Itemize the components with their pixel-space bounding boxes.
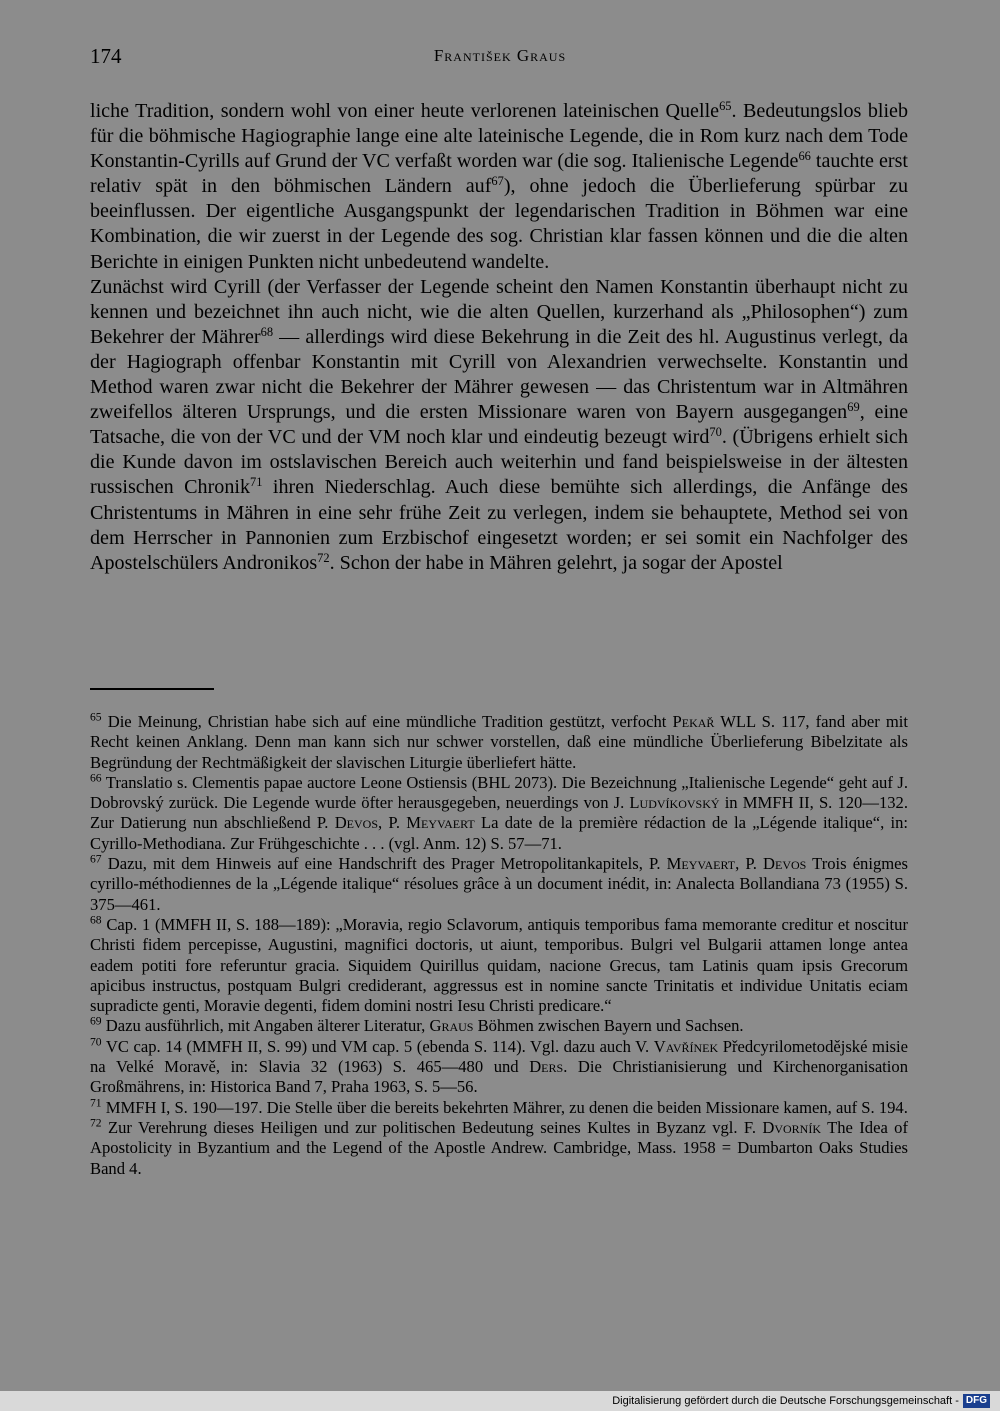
text-run: ihren Niederschlag. Auch diese bemühte sich allerdings, die Anfänge des Christentums in Mähren in eine sehr frühe Zeit zu verlegen, indem sie behauptete, Method sei von dem Herrscher in Pannonien zum Erzbischof eingesetzt worden; er sei somit ein Nachfolger des Apostelschülers Andronikos	[90, 476, 908, 574]
author-name: Meyvaert	[666, 854, 736, 874]
text-run: Translatio s. Clementis papae auctore Leone Ostiensis (BHL 2073). Die Bezeichnung „Italienische Legende“ geht auf J. Dobrovský zurück. Die Legende wurde öfter herausgegeben, neuerdings von J.	[90, 772, 908, 813]
footnote-marker: 70	[90, 1035, 102, 1049]
author-name: Dvorník	[762, 1117, 822, 1137]
text-run: , P.	[378, 813, 407, 833]
text-run: WLL S. 117, fand aber mit Recht keinen Anklang. Denn man kann sich nur schwer vorstellen, daß eine mündliche Überlieferung Bibelzitate als Begründung der Rechtmäßigkeit der slavischen Liturgie überliefert hätte.	[90, 712, 909, 772]
footnote-marker: 66	[798, 149, 811, 164]
footnote-marker: 67	[491, 174, 504, 189]
author-name: Devos	[763, 854, 807, 874]
footnote-marker: 71	[250, 475, 263, 490]
footnote-67	[90, 854, 908, 915]
author-name: Meyvaert	[406, 813, 475, 833]
running-head	[90, 44, 910, 74]
author-name: Vavřínek	[653, 1036, 719, 1056]
digitization-credit	[612, 1393, 990, 1409]
text-run: Böhmen zwischen Bayern und Sachsen.	[473, 1016, 744, 1036]
footnote-65	[90, 712, 908, 773]
text-run: La date de la première rédaction de la „Légende italique“, in: Cyrillo-Methodiana. Zur Frühgeschichte . . . (vgl. Anm. 12) S. 57—71.	[90, 813, 909, 853]
text-run: MMFH I, S. 190—197. Die Stelle über die bereits bekehrten Mährer, zu denen die beiden Missionare kamen, auf S. 194.	[101, 1097, 908, 1117]
text-run: — allerdings wird diese Bekehrung in die Zeit des hl. Augustinus verlegt, da der Hagiograph offenbar Konstantin mit Cyrill von Alexandrien verwechselte. Konstantin und Method waren zwar nicht die Bekehrer der Mährer gewesen — das Christentum war in Altmähren zweifellos älteren Ursprungs, und die ersten Missionare waren von Bayern ausgegangen	[90, 325, 908, 424]
text-run: VC cap. 14 (MMFH II, S. 99) und VM cap. 5 (ebenda S. 114). Vgl. dazu auch V.	[101, 1036, 654, 1056]
text-run: Zur Verehrung dieses Heiligen und zur politischen Bedeutung seines Kultes in Byzanz vgl. F.	[101, 1117, 763, 1137]
author-name: Ludvíkovský	[629, 793, 720, 813]
text-run: liche Tradition, sondern wohl von einer heute verlorenen lateinischen Quelle	[90, 100, 720, 122]
paragraph-2	[90, 275, 908, 576]
text-run: Cap. 1 (MMFH II, S. 188—189): „Moravia, regio Sclavorum, antiquis temporibus fama memorante creditur et noscitur Christi fidem percepisse, Augustini, magnifici doctoris, ut aiunt, temporibus. Bulgri vel Bulgarii attamen longe antea eadem potiti fore referuntur gracia. Siquidem Quirillus quidam, nacione Grecus, tam Latinis quam ipsis Grecorum apicibus instructus, postquam Bulgri crediderant, aggressus est in nomine sancte Trinitatis et individue Unitatis eciam supradicte genti, Moravie degenti, fidem domini nostri Iesu Christi predicare.“	[90, 914, 908, 1016]
text-run: Zunächst wird Cyrill (der Verfasser der Legende scheint den Namen Konstantin überhaupt nicht zu kennen und bezeichnet ihn auch nicht, wie die alten Quellen, kurzerhand als „Philosophen“) zum Bekehrer der Mährer	[90, 275, 908, 348]
author-name: Devos	[334, 813, 379, 833]
footnote-marker: 68	[90, 913, 102, 927]
footnote-marker: 67	[90, 852, 102, 866]
text-run: tauchte erst relativ spät in den böhmischen Ländern auf	[90, 150, 908, 198]
text-run: Die Meinung, Christian habe sich auf eine mündliche Tradition gestützt, verfocht	[101, 712, 673, 731]
footnote-marker: 68	[260, 325, 274, 339]
text-run: Dazu, mit dem Hinweis auf eine Handschrift des Prager Metropolitankapitels, P.	[101, 854, 667, 874]
text-run: , eine Tatsache, die von der VC und der VM noch klar und eindeutig bezeugt wird	[90, 401, 909, 449]
footnote-72	[90, 1118, 908, 1179]
footnote-rule	[90, 688, 214, 690]
running-head-author: František Graus	[433, 46, 567, 65]
footnote-marker: 72	[317, 550, 330, 565]
footnote-marker: 65	[90, 710, 102, 724]
footnote-71	[90, 1098, 908, 1118]
text-run: . (Übrigens erhielt sich die Kunde davon im ostslavischen Bereich auch weiterhin und fand beispielsweise in der ältesten russischen Chronik	[90, 426, 909, 499]
text-run: Předcyrilometodějské misie na Velké Moravě, in: Slavia 32 (1963) S. 465—480 und	[90, 1036, 908, 1077]
dfg-logo: DFG	[963, 1394, 990, 1408]
footnote-marker: 66	[90, 771, 102, 785]
text-run: in MMFH II, S. 120—132. Zur Datierung nun abschließend P.	[90, 793, 908, 833]
text-run: . Schon der habe in Mähren gelehrt, ja sogar der Apostel	[329, 551, 783, 574]
footnotes	[90, 712, 908, 1179]
text-run: . Bedeutungslos blieb für die böhmische Hagiographie lange eine alte lateinische Legende, die in Rom kurz nach dem Tode Konstantin-Cyrills auf Grund der VC verfaßt worden war (die sog. Italienische Legende	[90, 100, 908, 173]
footnote-68	[90, 915, 908, 1016]
text-run: The Idea of Apostolicity in Byzantium and the Legend of the Apostle Andrew. Cambridge, Mass. 1958 = Dumbarton Oaks Studies Band 4.	[90, 1117, 908, 1178]
footnote-66	[90, 773, 908, 854]
text-run: , P.	[735, 854, 763, 874]
footnote-70	[90, 1037, 908, 1098]
credit-text: Digitalisierung gefördert durch die Deutsche Forschungsgemeinschaft -	[612, 1395, 959, 1407]
body-text	[90, 99, 908, 576]
page-number: 174	[90, 44, 122, 68]
footnote-marker: 70	[709, 425, 722, 440]
paragraph-1	[90, 99, 908, 275]
footnote-69	[90, 1016, 908, 1036]
footnote-marker: 65	[719, 99, 732, 114]
text-run: Die Christianisierung und Kirchenorganisation Großmährens, in: Historica Band 7, Praha 1963, S. 5—56.	[90, 1057, 908, 1097]
author-name: Ders.	[529, 1057, 568, 1077]
text-run: Trois énigmes cyrillo-méthodiennes de la „Légende italique“ résolues grâce à un document inédit, in: Analecta Bollandiana 73 (1955) S. 375—461.	[90, 854, 908, 914]
author-name: Graus	[429, 1016, 474, 1036]
footnote-marker: 71	[90, 1096, 102, 1110]
footnote-marker: 69	[90, 1015, 102, 1029]
author-name: Pekař	[672, 712, 715, 731]
footnote-marker: 72	[90, 1116, 102, 1130]
text-run: ), ohne jedoch die Überlieferung spürbar zu beeinflussen. Der eigentliche Ausgangspunkt der legendarischen Tradition in Böhmen war eine Kombination, die wir zuerst in der Legende des sog. Christian klar fassen können und die die alten Berichte in einigen Punkten nicht unbedeutend wandelte.	[90, 175, 908, 273]
footnote-marker: 69	[847, 400, 860, 415]
text-run: Dazu ausführlich, mit Angaben älterer Literatur,	[101, 1016, 430, 1036]
